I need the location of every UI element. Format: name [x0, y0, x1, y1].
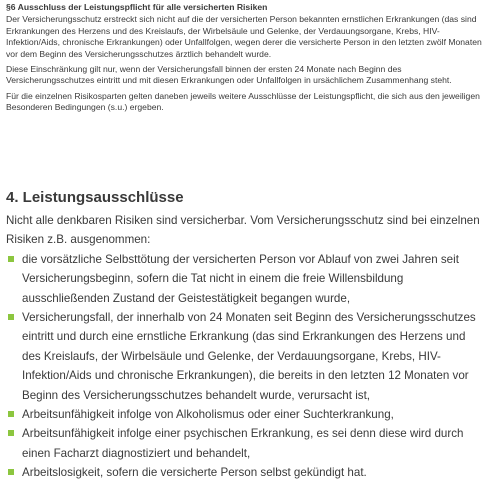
- list-item-text: Arbeitsunfähigkeit infolge einer psychischen Erkrankung, es sei denn diese wird durch einen Facharzt diagnostiziert und behandelt,: [22, 427, 464, 460]
- list-item: [6, 424, 484, 463]
- section-6-paragraph-2: Diese Einschränkung gilt nur, wenn der Versicherungsfall binnen der ersten 24 Monate nach Beginn des Versicherungsschutzes eintritt und mit diesen Erkrankungen oder Unfallfolgen in ursächlichem Zusammenhang steht.: [6, 64, 452, 86]
- bullet-icon: [8, 430, 14, 436]
- bullet-icon: [8, 469, 14, 475]
- section-4-block: [6, 188, 484, 483]
- list-item: [6, 405, 484, 424]
- list-item-text: Versicherungsfall, der innerhalb von 24 Monaten seit Beginn des Versicherungsschutzes eintritt und durch eine ernstliche Erkrankung (das sind Erkrankungen des Herzens und des Kreislaufs, der Wirbelsäule und Gelenke, der Verdauungsorgane, Krebs, HIV-Infektion/Aids und chronische Erkrankungen), die bereits in den letzten 12 Monaten vor Beginn des Versicherungsschutzes behandelt wurde, verursacht ist,: [22, 311, 476, 402]
- section-6-paragraph-1: Der Versicherungsschutz erstreckt sich nicht auf die der versicherten Person bekannten ernstlichen Erkrankungen (das sind Erkrankungen des Herzens und des Kreislaufs, der Wirbelsäule und Gelenke, der Verdauungsorgane, Krebs, HIV-Infektion/Aids, chronische Erkrankungen) oder Unfallfolgen, wegen derer die versicherte Person in den letzten zwölf Monaten vor dem Beginn des Versicherungsschutzes ärztlich behandelt wurde.: [6, 14, 482, 59]
- list-item-text: die vorsätzliche Selbsttötung der versicherten Person vor Ablauf von zwei Jahren seit Versicherungsbeginn, sofern die Tat nicht in einem die freie Willensbildung ausschließenden Zustand der Geistestätigkeit begangen wurde,: [22, 252, 459, 305]
- list-item-text: Arbeitsunfähigkeit infolge von Alkoholismus oder einer Suchterkrankung,: [22, 408, 394, 422]
- bullet-icon: [8, 256, 14, 262]
- section-4-title: 4. Leistungsausschlüsse: [6, 189, 184, 206]
- list-item: [6, 250, 484, 308]
- section-6-heading: §6 Ausschluss der Leistungspflicht für alle versicherten Risiken: [6, 2, 268, 12]
- bullet-icon: [8, 314, 14, 320]
- bullet-icon: [8, 411, 14, 417]
- list-item-text: Arbeitslosigkeit, sofern die versicherte Person selbst gekündigt hat.: [22, 466, 367, 480]
- section-6-block: [6, 2, 486, 118]
- section-4-intro: Nicht alle denkbaren Risiken sind versicherbar. Vom Versicherungsschutz sind bei einzelnen Risiken z.B. ausgenommen:: [6, 214, 480, 247]
- exclusion-list: [6, 250, 484, 483]
- list-item: [6, 308, 484, 405]
- section-6-paragraph-3: Für die einzelnen Risikosparten gelten daneben jeweils weitere Ausschlüsse der Leistungspflicht, die sich aus den jeweiligen Besonderen Bedingungen (s.u.) ergeben.: [6, 90, 480, 113]
